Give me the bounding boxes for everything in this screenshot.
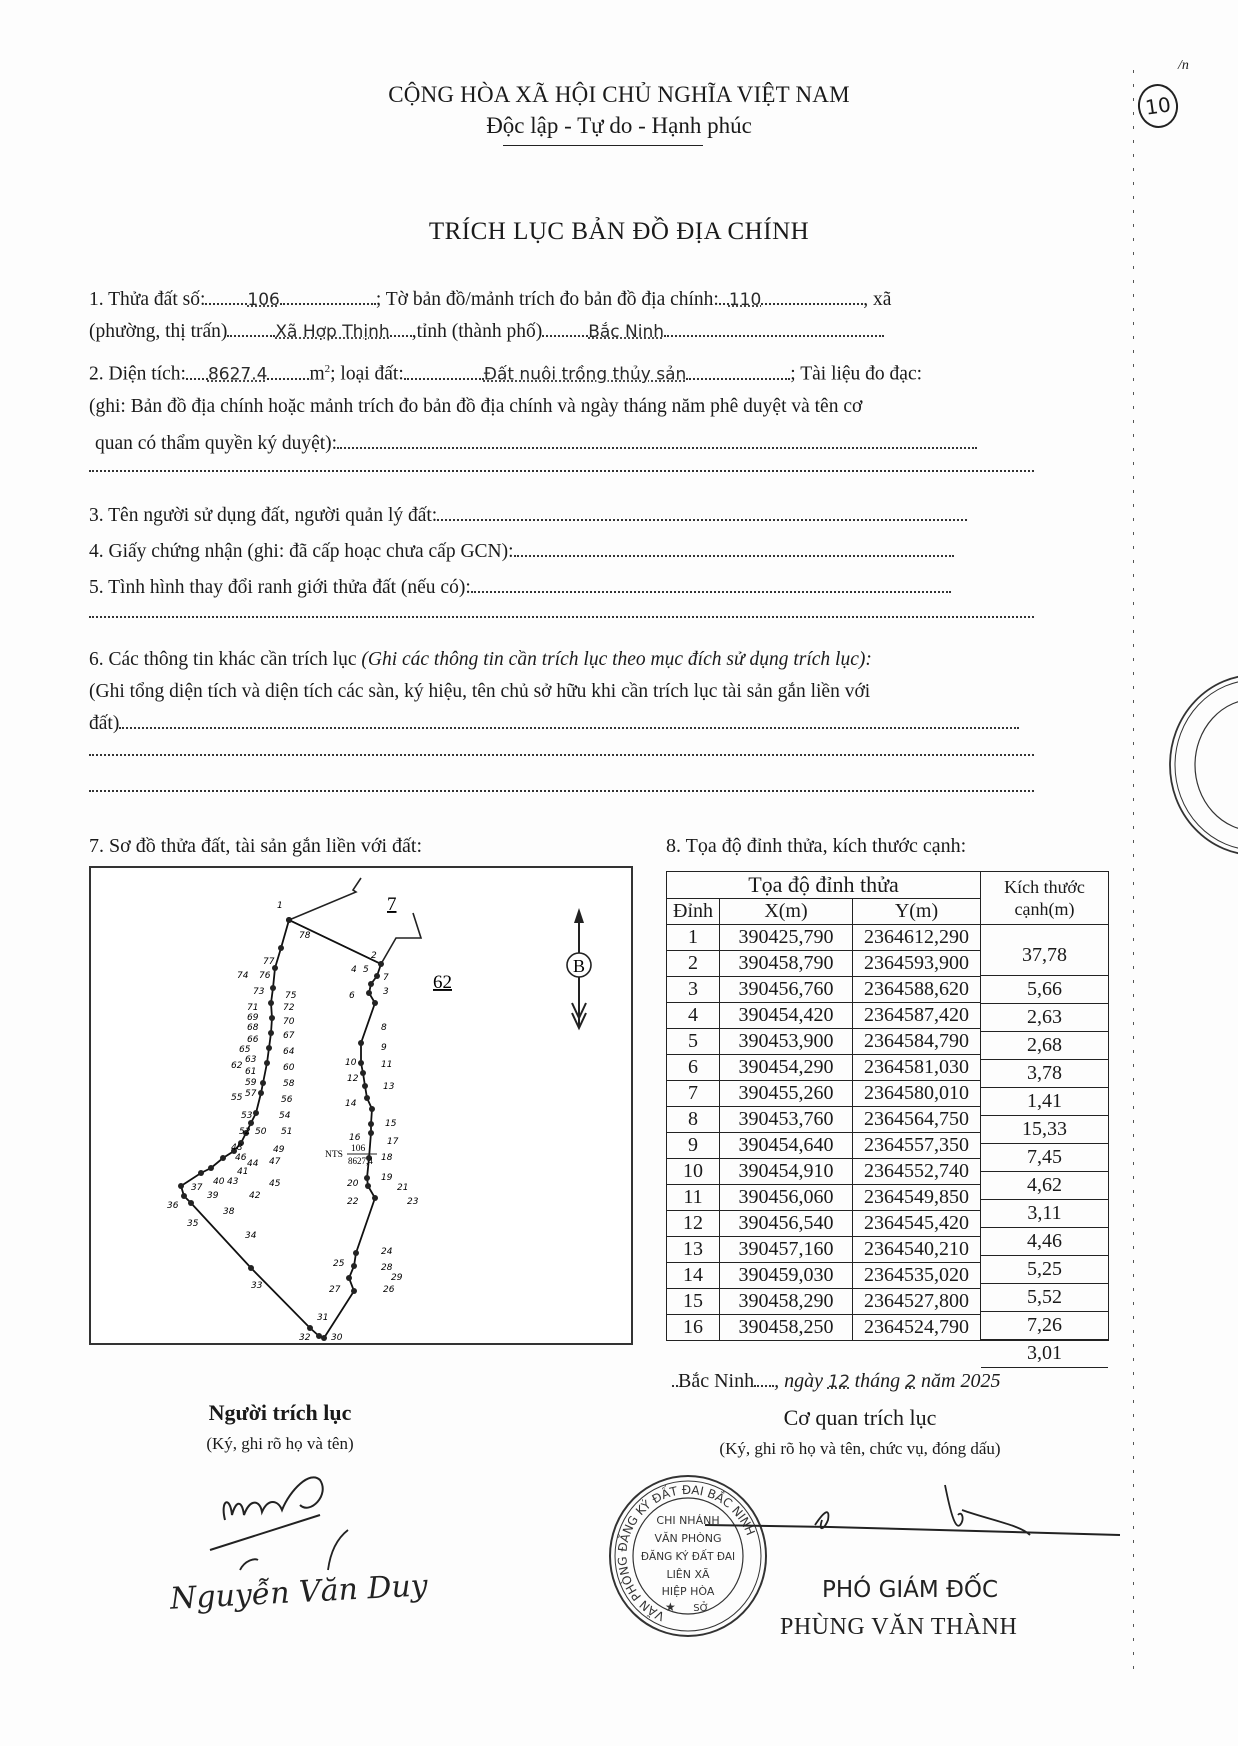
label: ; loại đất: — [330, 363, 404, 385]
vertex-marker — [346, 1275, 352, 1281]
vertex-label: 8 — [381, 1023, 387, 1033]
vertex-marker — [369, 1106, 375, 1112]
vertex-label: 77 — [263, 957, 275, 967]
vertex-label: 73 — [253, 987, 265, 997]
edge-length: 15,33 — [981, 1116, 1108, 1144]
vertex-marker — [253, 1110, 259, 1116]
extractor-title: Người trích lục — [208, 1400, 352, 1425]
edge-length: 3,01 — [981, 1340, 1108, 1368]
vertex-cell: 1 — [667, 925, 720, 951]
vertex-label: 2 — [371, 951, 377, 961]
coords-title: 8. Tọa độ đỉnh thửa, kích thước cạnh: — [666, 835, 967, 857]
edge-length: 5,52 — [981, 1284, 1108, 1312]
field-certificate — [89, 540, 1034, 564]
vertex-labels — [167, 901, 419, 1343]
label: ; Tờ bản đồ/mảnh trích đo bản đồ địa chính: — [375, 289, 719, 310]
partial-edge-stamp — [1160, 665, 1238, 865]
vertex-label: 75 — [285, 991, 297, 1001]
vertex-label: 9 — [381, 1043, 387, 1053]
x-cell: 390453,900 — [720, 1029, 853, 1055]
vertex-label: 33 — [251, 1281, 263, 1291]
parcel-area: 8627,4 — [348, 1156, 373, 1166]
edge-size-column — [981, 925, 1109, 1364]
director-position: PHÓ GIÁM ĐỐC — [822, 1577, 999, 1603]
field-area-note: (ghi: Bản đồ địa chính hoặc mảnh trích đo bản đồ địa chính và ngày tháng năm phê duyệt và tên cơ — [89, 396, 863, 417]
vertex-marker — [364, 1095, 370, 1101]
vertex-label: 64 — [283, 1047, 295, 1057]
vertex-label: 6 — [349, 991, 355, 1001]
field-land-user — [89, 504, 1034, 528]
north-arrow-icon — [567, 908, 591, 1028]
national-title: CỘNG HÒA XÃ HỘI CHỦ NGHĨA VIỆT NAM — [388, 82, 850, 107]
stamp-bottom-text: SỞ — [693, 1603, 709, 1614]
vertex-label: 70 — [283, 1017, 295, 1027]
y-cell: 2364588,620 — [853, 977, 981, 1003]
vertex-cell: 9 — [667, 1133, 720, 1159]
blank-line — [89, 752, 1034, 756]
vertex-marker — [353, 1250, 359, 1256]
label: tháng — [854, 1370, 901, 1392]
vertex-marker — [307, 1325, 313, 1331]
vertex-label: 50 — [255, 1127, 267, 1137]
vertex-label: 5 — [363, 965, 369, 975]
vertex-label: 57 — [245, 1089, 257, 1099]
land-type-value: Đất nuôi trồng thủy sản — [483, 364, 687, 385]
vertex-label: 49 — [273, 1145, 285, 1155]
date-place: Bắc Ninh — [678, 1370, 755, 1392]
vertex-marker — [268, 1030, 274, 1036]
vertex-cell: 15 — [667, 1289, 720, 1315]
vertex-label: 12 — [347, 1074, 359, 1084]
unit: m — [309, 363, 325, 385]
edge-length: 2,63 — [981, 1004, 1108, 1032]
y-cell: 2364587,420 — [853, 1003, 981, 1029]
vertex-label: 61 — [245, 1067, 257, 1077]
header-x: X(m) — [720, 899, 853, 925]
vertex-label: 59 — [245, 1078, 257, 1088]
edge-length: 7,26 — [981, 1312, 1108, 1340]
stamp-outer-text: VĂN PHÒNG ĐĂNG KÝ ĐẤT ĐAI BẮC NINH — [615, 1482, 758, 1624]
vertex-marker — [368, 1130, 374, 1136]
vertex-label: 13 — [383, 1082, 395, 1092]
vertex-marker — [351, 1263, 357, 1269]
vertex-marker — [364, 1175, 370, 1181]
vertex-label: 35 — [187, 1219, 199, 1229]
neighbor-parcel-north: 7 — [387, 894, 397, 915]
vertex-label: 37 — [191, 1183, 203, 1193]
field-other-info-note-2 — [89, 712, 1034, 736]
date-day: 12 — [827, 1372, 850, 1392]
vertex-marker — [268, 1000, 274, 1006]
vertex-marker — [358, 1040, 364, 1046]
label: ,tỉnh (thành phố) — [411, 321, 543, 342]
vertex-marker — [266, 1045, 272, 1051]
extractor-name: Nguyễn Văn Duy — [169, 1568, 429, 1617]
vertex-marker — [372, 1195, 378, 1201]
director-name: PHÙNG VĂN THÀNH — [780, 1614, 1018, 1640]
x-cell: 390453,760 — [720, 1107, 853, 1133]
vertex-label: 76 — [259, 971, 271, 981]
parcel-land-code: NTS — [325, 1150, 343, 1160]
star-icon: ★ — [665, 1600, 676, 1614]
vertex-marker — [362, 1083, 368, 1089]
date-month: 2 — [905, 1372, 917, 1392]
label: , xã — [863, 289, 892, 310]
vertex-marker — [258, 1090, 264, 1096]
vertex-label: 72 — [283, 1003, 295, 1013]
area-value: 8627.4 — [207, 364, 268, 385]
edge-length: 3,78 — [981, 1060, 1108, 1088]
vertex-label: 78 — [299, 931, 311, 941]
y-cell: 2364545,420 — [853, 1211, 981, 1237]
field-other-info — [89, 648, 1034, 672]
vertex-label: 68 — [247, 1023, 259, 1033]
label: quan có thẩm quyền ký duyệt): — [95, 433, 338, 454]
vertex-label: 30 — [331, 1333, 343, 1343]
vertex-label: 29 — [391, 1273, 403, 1283]
vertex-label: 40 — [213, 1177, 225, 1187]
parcel-number-value: 106 — [247, 290, 280, 310]
parcel-number: 106 — [351, 1144, 366, 1154]
vertex-cell: 12 — [667, 1211, 720, 1237]
vertex-label: 63 — [245, 1055, 257, 1065]
stamp-line: LIÊN XÃ — [666, 1568, 710, 1581]
vertex-label: 65 — [239, 1045, 251, 1055]
field-area-note-2 — [95, 432, 1040, 456]
vertex-label: 42 — [249, 1191, 261, 1201]
vertex-marker — [181, 1193, 187, 1199]
x-cell: 390457,160 — [720, 1237, 853, 1263]
vertex-marker — [366, 990, 372, 996]
vertex-marker — [358, 1060, 364, 1066]
vertex-label: 47 — [269, 1157, 281, 1167]
vertex-label: 32 — [299, 1333, 311, 1343]
vertex-label: 16 — [349, 1133, 361, 1143]
vertex-label: 53 — [241, 1111, 253, 1121]
vertex-marker — [351, 1288, 357, 1294]
vertex-label: 25 — [333, 1259, 345, 1269]
map-sheet-value: 110 — [728, 290, 762, 310]
field-area — [89, 357, 1034, 387]
vertex-label: 24 — [381, 1247, 393, 1257]
vertex-label: 20 — [347, 1179, 359, 1189]
north-symbol: B — [573, 956, 586, 976]
header-vertex: Đỉnh — [667, 899, 720, 925]
vertex-label: 36 — [167, 1201, 179, 1211]
blank-line — [89, 788, 1034, 792]
document-title: TRÍCH LỤC BẢN ĐỒ ĐỊA CHÍNH — [428, 218, 810, 245]
vertex-label: 7 — [383, 973, 389, 983]
vertex-label: 45 — [269, 1179, 281, 1189]
label: (phường, thị trấn) — [89, 321, 228, 342]
vertex-marker — [278, 945, 284, 951]
vertex-label: 74 — [237, 971, 249, 981]
vertex-label: 11 — [381, 1060, 393, 1070]
page-annotation: /n — [1178, 58, 1189, 73]
vertex-cell: 14 — [667, 1263, 720, 1289]
vertex-label: 17 — [387, 1137, 399, 1147]
vertex-label: 54 — [279, 1111, 291, 1121]
extractor-signature — [170, 1460, 430, 1660]
vertex-label: 22 — [347, 1197, 359, 1207]
edge-length: 5,66 — [981, 976, 1108, 1004]
x-cell: 390458,290 — [720, 1289, 853, 1315]
x-cell: 390425,790 — [720, 925, 853, 951]
vertex-label: 34 — [245, 1231, 257, 1241]
vertex-cell: 6 — [667, 1055, 720, 1081]
vertex-label: 38 — [223, 1207, 235, 1217]
vertex-label: 66 — [247, 1035, 259, 1045]
vertex-label: 21 — [397, 1183, 409, 1193]
y-cell: 2364557,350 — [853, 1133, 981, 1159]
vertex-marker — [316, 1333, 322, 1339]
vertex-marker — [378, 961, 384, 967]
vertex-label: 4 — [351, 965, 357, 975]
vertex-cell: 8 — [667, 1107, 720, 1133]
stamp-line: VĂN PHÒNG — [654, 1532, 722, 1545]
vertex-label: 39 — [207, 1191, 219, 1201]
vertex-label: 31 — [317, 1313, 329, 1323]
date-line — [672, 1370, 1000, 1393]
blank-line — [89, 614, 1034, 618]
y-cell: 2364581,030 — [853, 1055, 981, 1081]
edge-length: 2,68 — [981, 1032, 1108, 1060]
x-cell: 390456,060 — [720, 1185, 853, 1211]
edge-length: 5,25 — [981, 1256, 1108, 1284]
label: ; Tài liệu đo đạc: — [790, 363, 923, 385]
label: 6. Các thông tin khác cần trích lục — [89, 649, 362, 670]
neighbor-boundary-north — [289, 878, 361, 920]
vertex-cell: 4 — [667, 1003, 720, 1029]
y-cell: 2364552,740 — [853, 1159, 981, 1185]
y-cell: 2364535,020 — [853, 1263, 981, 1289]
header-edge-size: Kích thước cạnh(m) — [981, 872, 1109, 925]
vertex-label: 27 — [329, 1285, 341, 1295]
vertex-label: 15 — [385, 1119, 397, 1129]
vertex-cell: 11 — [667, 1185, 720, 1211]
field-location — [89, 320, 1034, 344]
field-parcel-number — [89, 288, 1034, 312]
label: 4. Giấy chứng nhận (ghi: đã cấp hoạc chưa cấp GCN): — [89, 541, 514, 562]
label: năm 2025 — [921, 1370, 1001, 1392]
field-other-info-note: (Ghi tổng diện tích và diện tích các sàn, ký hiệu, tên chủ sở hữu khi cần trích lục tài sản gắn liền với — [89, 681, 871, 702]
y-cell: 2364524,790 — [853, 1315, 981, 1341]
y-cell: 2364584,790 — [853, 1029, 981, 1055]
edge-length: 1,41 — [981, 1088, 1108, 1116]
vertex-marker — [208, 1165, 214, 1171]
agency-title: Cơ quan trích lục — [783, 1405, 937, 1430]
edge-length: 37,78 — [981, 925, 1108, 976]
x-cell: 390454,640 — [720, 1133, 853, 1159]
x-cell: 390456,540 — [720, 1211, 853, 1237]
vertex-marker — [372, 1000, 378, 1006]
x-cell: 390458,250 — [720, 1315, 853, 1341]
vertex-label: 3 — [383, 987, 389, 997]
x-cell: 390454,290 — [720, 1055, 853, 1081]
header-y: Y(m) — [853, 899, 981, 925]
coordinate-row — [667, 925, 1109, 951]
agency-block — [660, 1405, 1060, 1459]
x-cell: 390459,030 — [720, 1263, 853, 1289]
neighbor-parcel-east: 62 — [433, 972, 452, 993]
y-cell: 2364527,800 — [853, 1289, 981, 1315]
label-italic: (Ghi các thông tin cần trích lục theo mục đích sử dụng trích lục): — [361, 649, 872, 670]
vertex-marker — [286, 917, 292, 923]
vertex-cell: 5 — [667, 1029, 720, 1055]
parcel-sketch — [89, 866, 633, 1345]
y-cell: 2364540,210 — [853, 1237, 981, 1263]
edge-length: 4,62 — [981, 1172, 1108, 1200]
vertex-label: 48 — [231, 1143, 243, 1153]
label: đất) — [89, 713, 120, 734]
vertex-marker — [220, 1155, 226, 1161]
vertex-marker — [178, 1183, 184, 1189]
national-motto: Độc lập - Tự do - Hạnh phúc — [486, 113, 752, 138]
vertex-label: 23 — [407, 1197, 419, 1207]
label: 5. Tình hình thay đổi ranh giới thửa đất (nếu có): — [89, 577, 471, 598]
vertex-marker — [365, 1183, 371, 1189]
vertex-label: 71 — [247, 1003, 259, 1013]
y-cell: 2364549,850 — [853, 1185, 981, 1211]
x-cell: 390456,760 — [720, 977, 853, 1003]
y-cell: 2364580,010 — [853, 1081, 981, 1107]
vertex-cell: 2 — [667, 951, 720, 977]
vertex-label: 44 — [247, 1159, 259, 1169]
y-cell: 2364612,290 — [853, 925, 981, 951]
blank-line — [89, 468, 1034, 472]
scan-edge-marks — [1133, 70, 1134, 1670]
vertex-marker — [269, 1015, 275, 1021]
motto-underline — [503, 145, 703, 146]
extractor-block — [150, 1400, 410, 1454]
vertex-marker — [248, 1265, 254, 1271]
parcel-sketch-svg — [91, 868, 631, 1343]
vertex-marker — [374, 973, 380, 979]
page-number: 10 — [1135, 81, 1181, 130]
director-signature — [700, 1480, 1140, 1560]
vertex-marker — [264, 1060, 270, 1066]
vertex-label: 56 — [281, 1095, 293, 1105]
vertex-marker — [368, 1121, 374, 1127]
edge-length: 4,46 — [981, 1228, 1108, 1256]
province-value: Bắc Ninh — [588, 322, 665, 342]
stamp-line: HIỆP HÒA — [661, 1585, 715, 1598]
vertex-marker — [368, 981, 374, 987]
label: , ngày — [774, 1370, 823, 1392]
commune-value: Xã Hợp Thịnh — [275, 322, 390, 342]
label: 1. Thửa đất số: — [89, 289, 206, 310]
vertex-label: 62 — [231, 1061, 243, 1071]
extractor-note: (Ký, ghi rõ họ và tên) — [206, 1434, 354, 1453]
stamp-line: CHI NHÁNH — [656, 1514, 720, 1527]
vertex-label: 1 — [277, 901, 283, 911]
x-cell: 390454,910 — [720, 1159, 853, 1185]
vertex-cell: 3 — [667, 977, 720, 1003]
vertex-marker — [198, 1170, 204, 1176]
edge-length: 7,45 — [981, 1144, 1108, 1172]
vertex-label: 10 — [345, 1058, 357, 1068]
agency-note: (Ký, ghi rõ họ và tên, chức vụ, đóng dấu) — [719, 1439, 1001, 1458]
vertex-label: 58 — [283, 1079, 295, 1089]
vertex-label: 46 — [235, 1153, 247, 1163]
stamp-line: ĐĂNG KÝ ĐẤT ĐAI — [640, 1551, 736, 1563]
vertex-label: 52 — [239, 1127, 251, 1137]
vertex-cell: 16 — [667, 1315, 720, 1341]
x-cell: 390458,790 — [720, 951, 853, 977]
y-cell: 2364564,750 — [853, 1107, 981, 1133]
edge-length: 3,11 — [981, 1200, 1108, 1228]
y-cell: 2364593,900 — [853, 951, 981, 977]
vertex-marker — [260, 1080, 266, 1086]
label: 2. Diện tích: — [89, 363, 186, 385]
vertex-label: 67 — [283, 1031, 295, 1041]
x-cell: 390455,260 — [720, 1081, 853, 1107]
field-boundary-change — [89, 576, 1034, 600]
vertex-label: 43 — [227, 1177, 239, 1187]
vertex-cell: 7 — [667, 1081, 720, 1107]
coordinates-table — [666, 871, 1109, 1364]
vertex-cell: 13 — [667, 1237, 720, 1263]
x-cell: 390454,420 — [720, 1003, 853, 1029]
vertex-label: 26 — [383, 1285, 395, 1295]
vertex-label: 51 — [281, 1127, 293, 1137]
vertex-marker — [188, 1200, 194, 1206]
vertex-label: 60 — [283, 1063, 295, 1073]
vertex-marker — [360, 1070, 366, 1076]
label: 3. Tên người sử dụng đất, người quản lý đất: — [89, 505, 438, 526]
sketch-title: 7. Sơ đồ thửa đất, tài sản gắn liền với đất: — [89, 835, 423, 857]
vertex-marker — [270, 985, 276, 991]
vertex-label: 28 — [381, 1263, 393, 1273]
header-coordinates: Tọa độ đỉnh thửa — [667, 872, 981, 899]
vertex-cell: 10 — [667, 1159, 720, 1185]
vertex-label: 69 — [247, 1013, 259, 1023]
vertex-label: 41 — [237, 1167, 249, 1177]
vertex-label: 18 — [381, 1153, 393, 1163]
vertex-label: 55 — [231, 1093, 243, 1103]
vertex-label: 14 — [345, 1099, 357, 1109]
unit-superscript: 2 — [324, 363, 331, 375]
vertex-label: 19 — [381, 1173, 393, 1183]
